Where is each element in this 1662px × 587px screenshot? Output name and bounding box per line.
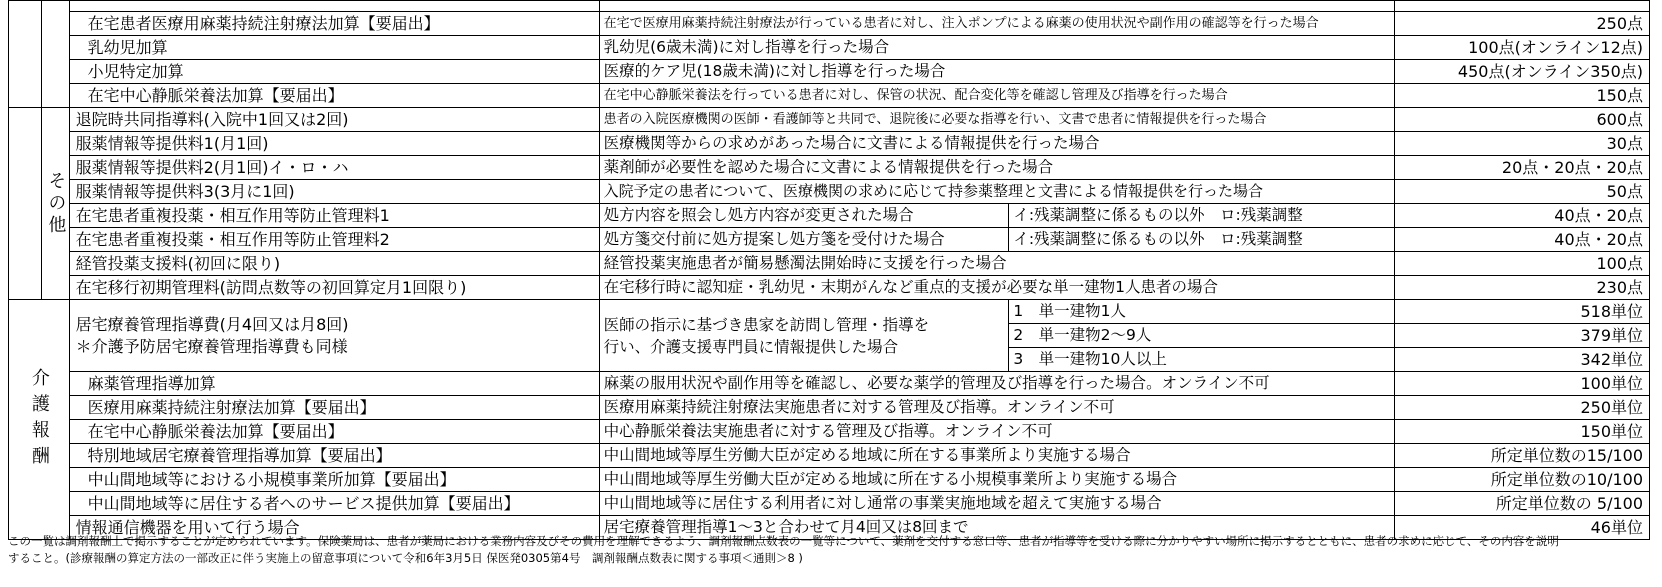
item-points: 100点: [1394, 252, 1649, 276]
item-name: 中山間地域等における小規模事業所加算【要届出】: [69, 468, 599, 492]
table-row: [9, 252, 1650, 276]
fee-table: [8, 0, 1650, 540]
item-condition: 薬剤師が必要性を認めた場合に文書による情報提供を行った場合: [599, 156, 1394, 180]
clipped-top-row: [9, 1, 1650, 12]
item-name-line1: 居宅療養管理指導費(月4回又は月8回): [75, 314, 349, 334]
table-row: [9, 156, 1650, 180]
item-subcondition: 2 単一建物2～9人: [1009, 324, 1394, 348]
footer-note: [8, 533, 1648, 567]
item-points: 所定単位数の 5/100: [1394, 492, 1649, 516]
item-condition: 経管投薬実施患者が簡易懸濁法開始時に支援を行った場合: [599, 252, 1394, 276]
item-condition: 中山間地域等に居住する利用者に対し通常の事業実施地域を超えて実施する場合: [599, 492, 1394, 516]
item-name-line2: ＊介護予防居宅療養管理指導費も同様: [75, 336, 348, 356]
table-row: [9, 468, 1650, 492]
item-name: 小児特定加算: [69, 60, 599, 84]
item-name: 在宅患者医療用麻薬持続注射療法加算【要届出】: [69, 12, 599, 36]
fee-table-sheet: [8, 0, 1650, 540]
table-row: [9, 180, 1650, 204]
item-subcondition: イ:残薬調整に係るもの以外 ロ:残薬調整: [1009, 204, 1394, 228]
item-condition: 患者の入院医療機関の医師・看護師等と共同で、退院後に必要な指導を行い、文書で患者に情報提供を行った場合: [599, 108, 1394, 132]
item-points: 518単位: [1394, 300, 1649, 324]
item-points: 46単位: [1394, 516, 1649, 540]
item-name: 在宅中心静脈栄養法加算【要届出】: [69, 84, 599, 108]
item-condition: 中山間地域等厚生労働大臣が定める地域に所在する小規模事業所より実施する場合: [599, 468, 1394, 492]
item-points: 342単位: [1394, 348, 1649, 372]
item-points: 150単位: [1394, 420, 1649, 444]
item-condition: 医療的ケア児(18歳未満)に対し指導を行った場合: [599, 60, 1394, 84]
table-row: [9, 228, 1650, 252]
item-points: 50点: [1394, 180, 1649, 204]
table-row: [9, 108, 1650, 132]
item-points: 所定単位数の10/100: [1394, 468, 1649, 492]
item-name: 服薬情報等提供料3(3月に1回): [69, 180, 599, 204]
item-subcondition: 1 単一建物1人: [1009, 300, 1394, 324]
table-row: [9, 12, 1650, 36]
table-row: [9, 300, 1650, 324]
table-row: [9, 36, 1650, 60]
item-condition-kyotaku: [599, 300, 1009, 372]
table-row: [9, 420, 1650, 444]
sub-cell-top: [41, 1, 69, 108]
item-subcondition: 3 単一建物10人以上: [1009, 348, 1394, 372]
item-points: 450点(オンライン350点): [1394, 60, 1649, 84]
item-condition: 入院予定の患者について、医療機関の求めに応じて持参薬整理と文書による情報提供を行った場合: [599, 180, 1394, 204]
table-row: [9, 276, 1650, 300]
item-condition: 乳幼児(6歳未満)に対し指導を行った場合: [599, 36, 1394, 60]
item-name: 経管投薬支援料(初回に限り): [69, 252, 599, 276]
section-other-blank: [9, 108, 42, 300]
item-points: 250点: [1394, 12, 1649, 36]
sec-cell-top: [9, 1, 42, 108]
item-points: 230点: [1394, 276, 1649, 300]
item-points: 所定単位数の15/100: [1394, 444, 1649, 468]
item-name: 服薬情報等提供料2(月1回)イ・ロ・ハ: [69, 156, 599, 180]
item-condition: 居宅療養管理指導1～3と合わせて月4回又は8回まで: [599, 516, 1394, 540]
item-condition-line2: 行い、介護支援専門員に情報提供した場合: [603, 337, 899, 356]
item-condition: 処方内容を照会し処方内容が変更された場合: [599, 204, 1009, 228]
item-condition: 在宅で医療用麻薬持続注射療法が行っている患者に対し、注入ポンプによる麻薬の使用状況や副作用の確認等を行った場合: [599, 12, 1394, 36]
item-condition: 医療機関等からの求めがあった場合に文書による情報提供を行った場合: [599, 132, 1394, 156]
item-points: 30点: [1394, 132, 1649, 156]
item-name: 在宅移行初期管理料(訪問点数等の初回算定月1回限り): [69, 276, 599, 300]
section-label-kaigo: [9, 300, 70, 540]
item-points: 40点・20点: [1394, 204, 1649, 228]
item-name: 在宅患者重複投薬・相互作用等防止管理料1: [69, 204, 599, 228]
item-condition: 在宅中心静脈栄養法を行っている患者に対し、保管の状況、配合変化等を確認し管理及び指導を行った場合: [599, 84, 1394, 108]
item-points: 40点・20点: [1394, 228, 1649, 252]
item-name: 特別地域居宅療養管理指導加算【要届出】: [69, 444, 599, 468]
section-label-kaigo-text: 介護報酬: [28, 367, 50, 472]
table-row: [9, 84, 1650, 108]
item-name: 在宅中心静脈栄養法加算【要届出】: [69, 420, 599, 444]
item-name: 医療用麻薬持続注射療法加算【要届出】: [69, 396, 599, 420]
item-points: 100単位: [1394, 372, 1649, 396]
item-condition: 中山間地域等厚生労働大臣が定める地域に所在する事業所より実施する場合: [599, 444, 1394, 468]
item-name: 服薬情報等提供料1(月1回): [69, 132, 599, 156]
table-row: [9, 492, 1650, 516]
item-points: 250単位: [1394, 396, 1649, 420]
table-row: [9, 372, 1650, 396]
table-row: [9, 444, 1650, 468]
item-condition-line1: 医師の指示に基づき患家を訪問し管理・指導を: [603, 315, 930, 334]
section-label-other: [41, 108, 69, 300]
table-row: [9, 60, 1650, 84]
table-row: [9, 204, 1650, 228]
table-row: [9, 132, 1650, 156]
item-condition: 医療用麻薬持続注射療法実施患者に対する管理及び指導。オンライン不可: [599, 396, 1394, 420]
item-points: 100点(オンライン12点): [1394, 36, 1649, 60]
item-name: 乳幼児加算: [69, 36, 599, 60]
footer-note-line2: すること。(診療報酬の算定方法の一部改正に伴う実施上の留意事項について令和6年3月5日 保医発0305第4号 調剤報酬点数表に関する事項＜通則＞8 ): [8, 551, 803, 565]
item-points: 600点: [1394, 108, 1649, 132]
footer-note-line1: この一覧は調剤報酬上で掲示することが定められています。保険薬局は、患者が薬局における業務内容及びその費用を理解できるよう、調剤報酬点数表の一覧等について、薬剤を交付する窓口等、患者が指導等を受ける際に分かりやすい場所に掲示するとともに、患者の求めに応じて、その内容を説明: [8, 534, 1559, 548]
item-points: 150点: [1394, 84, 1649, 108]
item-name: 麻薬管理指導加算: [69, 372, 599, 396]
section-label-other-text: その他: [45, 170, 67, 237]
item-condition: 在宅移行時に認知症・乳幼児・末期がんなど重点的支援が必要な単一建物1人患者の場合: [599, 276, 1394, 300]
item-name: 中山間地域等に居住する者へのサービス提供加算【要届出】: [69, 492, 599, 516]
item-name: 退院時共同指導料(入院中1回又は2回): [69, 108, 599, 132]
item-condition: 中心静脈栄養法実施患者に対する管理及び指導。オンライン不可: [599, 420, 1394, 444]
item-name: 在宅患者重複投薬・相互作用等防止管理料2: [69, 228, 599, 252]
item-condition: 麻薬の服用状況や副作用等を確認し、必要な薬学的管理及び指導を行った場合。オンライン不可: [599, 372, 1394, 396]
item-condition: 処方箋交付前に処方提案し処方箋を受付けた場合: [599, 228, 1009, 252]
table-row: [9, 396, 1650, 420]
item-subcondition: イ:残薬調整に係るもの以外 ロ:残薬調整: [1009, 228, 1394, 252]
item-name-kyotaku: [69, 300, 599, 372]
item-points: 20点・20点・20点: [1394, 156, 1649, 180]
item-name: 情報通信機器を用いて行う場合: [69, 516, 599, 540]
item-points: 379単位: [1394, 324, 1649, 348]
